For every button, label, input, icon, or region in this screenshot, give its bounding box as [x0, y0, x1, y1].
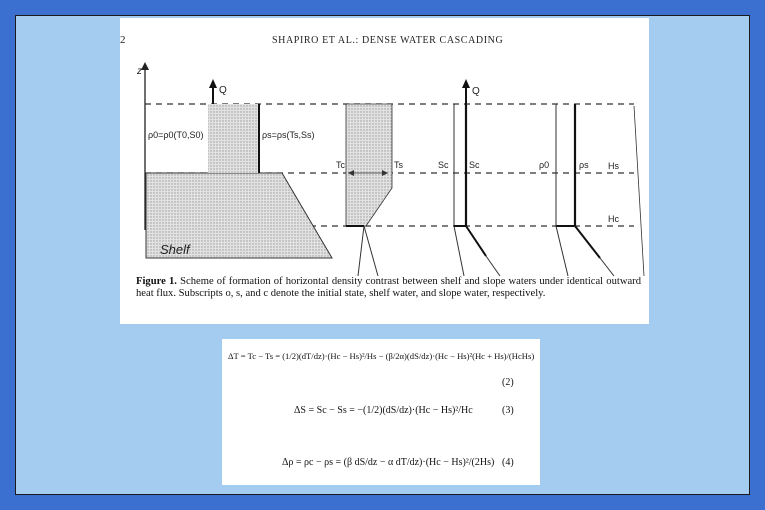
q-label-2: Q — [472, 86, 480, 97]
equation-4-number: (4) — [502, 457, 514, 468]
equation-2-number: (2) — [502, 377, 514, 388]
rhos-label-2: ρs — [579, 160, 589, 170]
equation-3-number: (3) — [502, 405, 514, 416]
hs-label: Hs — [608, 161, 619, 171]
z-axis-arrow-icon — [141, 62, 149, 70]
paper-figure-panel — [120, 18, 649, 324]
equations-panel — [222, 339, 540, 485]
rho0-label-2: ρ0 — [539, 160, 550, 170]
figure-1-diagram — [120, 18, 649, 276]
ss-label: Sc — [469, 160, 480, 170]
shelf-label: Shelf — [160, 242, 190, 257]
rho0-label: ρ0=ρ0(T0,S0) — [148, 130, 204, 140]
rhos-label: ρs=ρs(Ts,Ss) — [262, 130, 315, 140]
equation-3: ΔS = Sc − Ss = −(1/2)(dS/dz)·(Hc − Hs)²/Hc — [294, 405, 473, 416]
shelf-water-column — [208, 104, 259, 173]
sc-label: Sc — [438, 160, 449, 170]
heat-flux-arrow-icon — [209, 79, 217, 88]
hc-label: Hc — [608, 214, 619, 224]
z-axis-label: z — [137, 66, 142, 77]
ts-label: Ts — [394, 160, 403, 170]
equation-4: Δρ = ρc − ρs = (β dS/dz − α dT/dz)·(Hc − Hs)²/(2Hs) — [282, 457, 495, 468]
figure-label: Figure 1. — [136, 276, 177, 287]
equation-2: ΔT = Tc − Ts = (1/2)(dT/dz)·(Hc − Hs)²/Hs − (β/2α)(dS/dz)·(Hc − Hs)²(Hc + Hs)/(HcHs) — [228, 351, 535, 361]
q-label-1: Q — [219, 85, 227, 96]
figure-caption — [136, 276, 641, 301]
heat-flux-arrow-icon-2 — [462, 79, 470, 88]
running-head: SHAPIRO ET AL.: DENSE WATER CASCADING — [272, 35, 504, 46]
figure-caption-text: Scheme of formation of horizontal density contrast between shelf and slope waters under identical outward heat flux. Subscripts o, s, and c denote the initial state, shelf water, and slope water, respectively. — [136, 276, 641, 300]
temperature-profile-shade — [346, 104, 392, 226]
page-number: 2 — [120, 34, 126, 46]
tc-label: Tc — [336, 160, 345, 170]
